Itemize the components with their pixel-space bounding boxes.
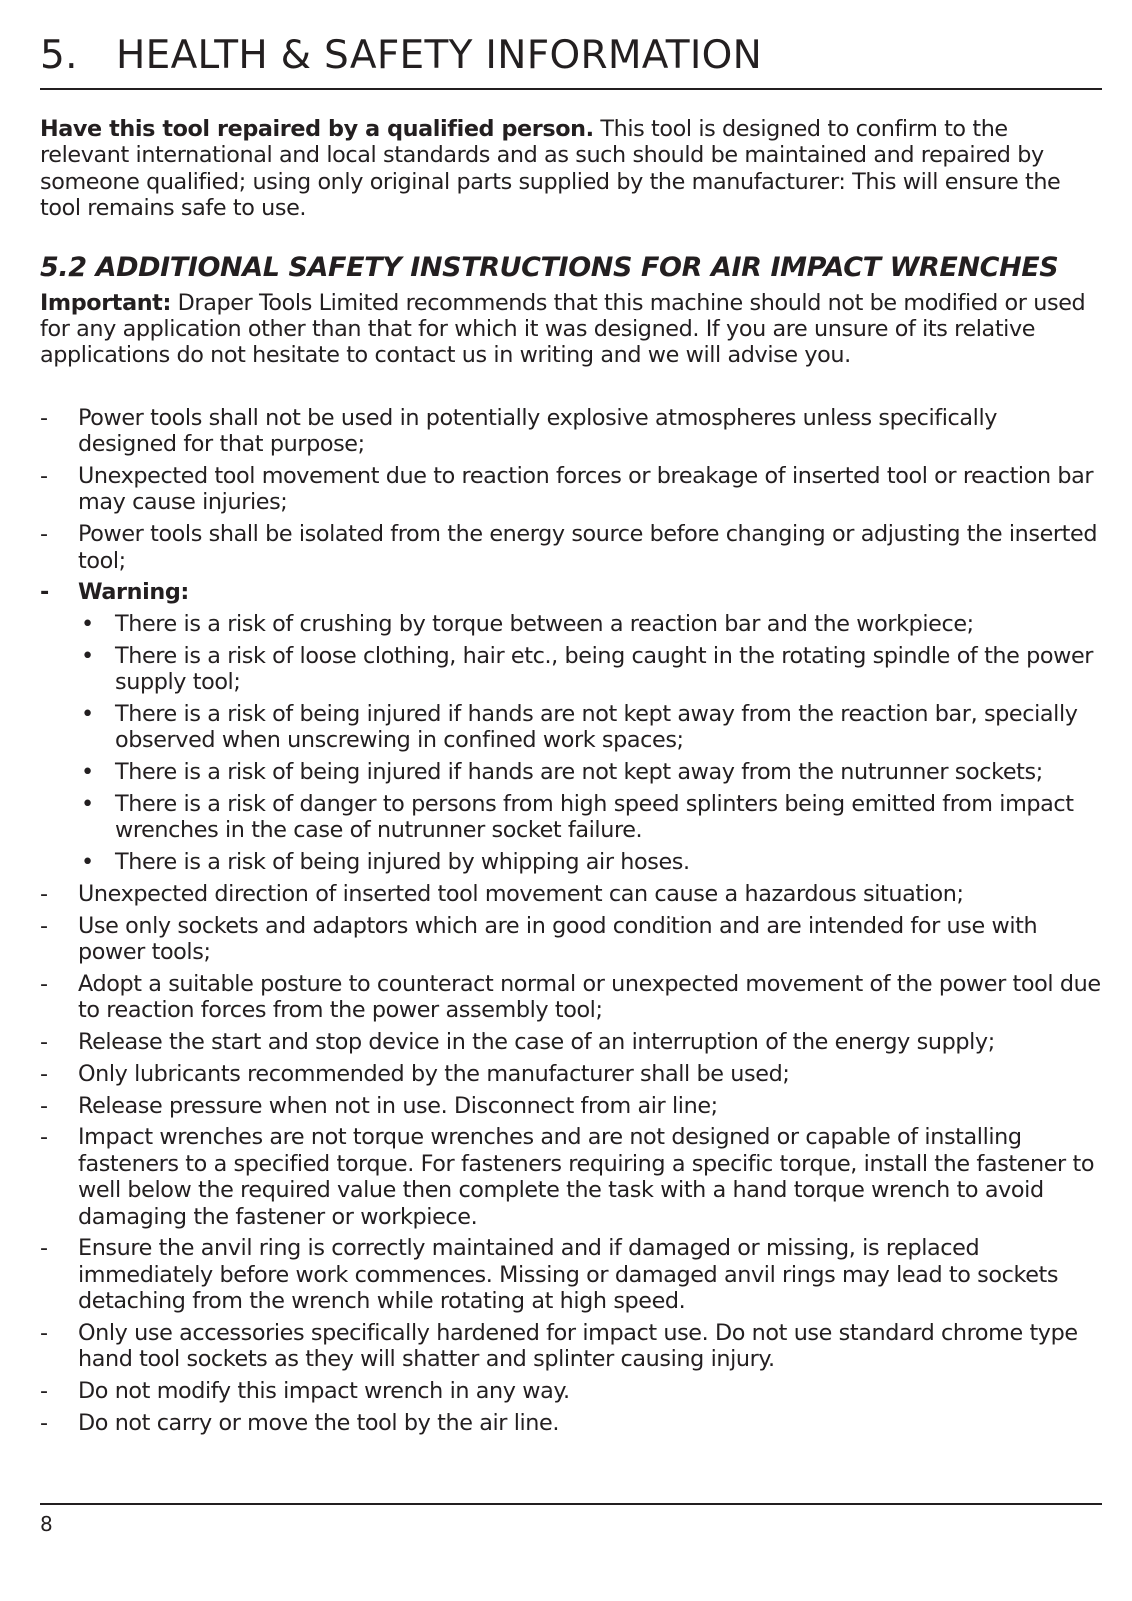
list-item-text: Power tools shall be isolated from the energy source before changing or adjusting the inserted tool; — [78, 521, 1098, 574]
intro-text: This tool is designed to confirm to the relevant international and local standards and as such should be maintained and repaired by someone qualified; using only original parts supplied by the manufacturer: This will ensure the tool remains safe to use. — [40, 116, 1061, 222]
list-item — [40, 1410, 1102, 1436]
dash-marker: - — [40, 880, 48, 907]
list-item-text: Release the start and stop device in the case of an interruption of the energy supply; — [78, 1029, 995, 1056]
list-item-text: There is a risk of loose clothing, hair etc., being caught in the rotating spindle of the power supply tool; — [115, 642, 1094, 696]
dash-marker: - — [40, 1235, 48, 1262]
list-item-text: Use only sockets and adaptors which are in good condition and are intended for use with power tools; — [78, 912, 1038, 966]
page-title — [40, 30, 1102, 82]
bullet-marker: • — [81, 759, 94, 786]
list-item — [78, 849, 1102, 875]
title-divider — [40, 88, 1102, 90]
bullet-marker: • — [81, 790, 94, 817]
section-number: 5. — [40, 33, 78, 78]
list-item — [40, 521, 1102, 574]
list-item — [78, 643, 1102, 696]
important-text: Draper Tools Limited recommends that this machine should not be modified or used for any application other than that for which it was designed. If you are unsure of its relative applications do not hesitate to contact us in writing and we will advise you. — [40, 289, 1086, 369]
list-item — [78, 791, 1102, 844]
list-item — [40, 1378, 1102, 1404]
important-paragraph — [40, 290, 1102, 369]
list-item-text: Only use accessories specifically hardened for impact use. Do not use standard chrome type hand tool sockets as they will shatter and splinter causing injury. — [78, 1320, 1078, 1373]
page-number: 8 — [40, 1512, 53, 1536]
dash-marker: - — [40, 1060, 48, 1087]
page — [40, 0, 1102, 1442]
list-item-text: Unexpected direction of inserted tool movement can cause a hazardous situation; — [78, 880, 964, 907]
footer-divider — [40, 1503, 1102, 1505]
list-item-text: Unexpected tool movement due to reaction forces or breakage of inserted tool or reaction bar may cause injuries; — [78, 463, 1094, 516]
list-item-text: Warning: — [78, 579, 189, 606]
list-item-text: There is a risk of being injured if hands are not kept away from the nutrunner sockets; — [115, 759, 1043, 786]
dash-marker: - — [40, 404, 48, 431]
dash-marker: - — [40, 1124, 48, 1151]
section-title: HEALTH & SAFETY INFORMATION — [116, 33, 763, 78]
list-item — [40, 1235, 1102, 1314]
list-item — [40, 1124, 1102, 1230]
list-item-text: Only lubricants recommended by the manufacturer shall be used; — [78, 1060, 790, 1087]
intro-bold: Have this tool repaired by a qualified person. — [40, 116, 594, 142]
dash-marker: - — [40, 1092, 48, 1119]
safety-instructions-list — [40, 405, 1102, 1437]
dash-marker: - — [40, 912, 48, 939]
list-item — [40, 1029, 1102, 1055]
subsection-heading: 5.2 ADDITIONAL SAFETY INSTRUCTIONS FOR AIR IMPACT WRENCHES — [40, 251, 1059, 283]
bullet-marker: • — [81, 849, 94, 876]
list-item-text: Power tools shall not be used in potentially explosive atmospheres unless specifically designed for that purpose; — [78, 404, 998, 458]
list-item — [78, 759, 1102, 785]
dash-marker: - — [40, 579, 49, 606]
list-item-text: Release pressure when not in use. Disconnect from air line; — [78, 1092, 718, 1119]
list-item-text: Impact wrenches are not torque wrenches and are not designed or capable of installing fasteners to a specified torque. For fasteners requiring a specific torque, install the fastener to well below the required value then complete the task with a hand torque wrench to avoid damaging the fastener or workpiece. — [78, 1124, 1095, 1230]
dash-marker: - — [40, 1320, 48, 1347]
list-item — [40, 463, 1102, 516]
list-item — [40, 405, 1102, 458]
bullet-marker: • — [81, 642, 94, 669]
list-item — [40, 971, 1102, 1024]
list-item-text: Adopt a suitable posture to counteract normal or unexpected movement of the power tool due to reaction forces from the power assembly tool; — [78, 970, 1101, 1024]
list-item — [40, 1061, 1102, 1087]
list-item-text: There is a risk of being injured if hands are not kept away from the reaction bar, specially observed when unscrewing in confined work spaces; — [115, 700, 1078, 754]
list-item — [40, 881, 1102, 907]
important-label: Important: — [40, 289, 171, 316]
dash-marker: - — [40, 1029, 48, 1056]
dash-marker: - — [40, 1378, 48, 1405]
dash-marker: - — [40, 1410, 48, 1437]
list-item-text: There is a risk of danger to persons from high speed splinters being emitted from impact wrenches in the case of nutrunner socket failure. — [115, 790, 1074, 844]
bullet-marker: • — [81, 700, 94, 727]
list-item — [78, 701, 1102, 754]
warning-item — [40, 579, 1102, 875]
list-item-text: There is a risk of being injured by whipping air hoses. — [115, 849, 690, 876]
list-item — [78, 611, 1102, 637]
list-item — [40, 1093, 1102, 1119]
dash-marker: - — [40, 970, 48, 997]
dash-marker: - — [40, 463, 48, 490]
dash-marker: - — [40, 521, 48, 548]
list-item-text: Do not modify this impact wrench in any way. — [78, 1378, 570, 1405]
bullet-marker: • — [81, 610, 94, 637]
warning-sublist — [78, 611, 1102, 876]
list-item-text: Do not carry or move the tool by the air line. — [78, 1410, 560, 1437]
list-item — [40, 913, 1102, 966]
list-item-text: There is a risk of crushing by torque between a reaction bar and the workpiece; — [115, 610, 974, 637]
intro-paragraph — [40, 116, 1102, 222]
list-item-text: Ensure the anvil ring is correctly maintained and if damaged or missing, is replaced immediately before work commences. Missing or damaged anvil rings may lead to sockets detaching from the wrench while rotating at high speed. — [78, 1235, 1059, 1315]
list-item — [40, 1320, 1102, 1373]
